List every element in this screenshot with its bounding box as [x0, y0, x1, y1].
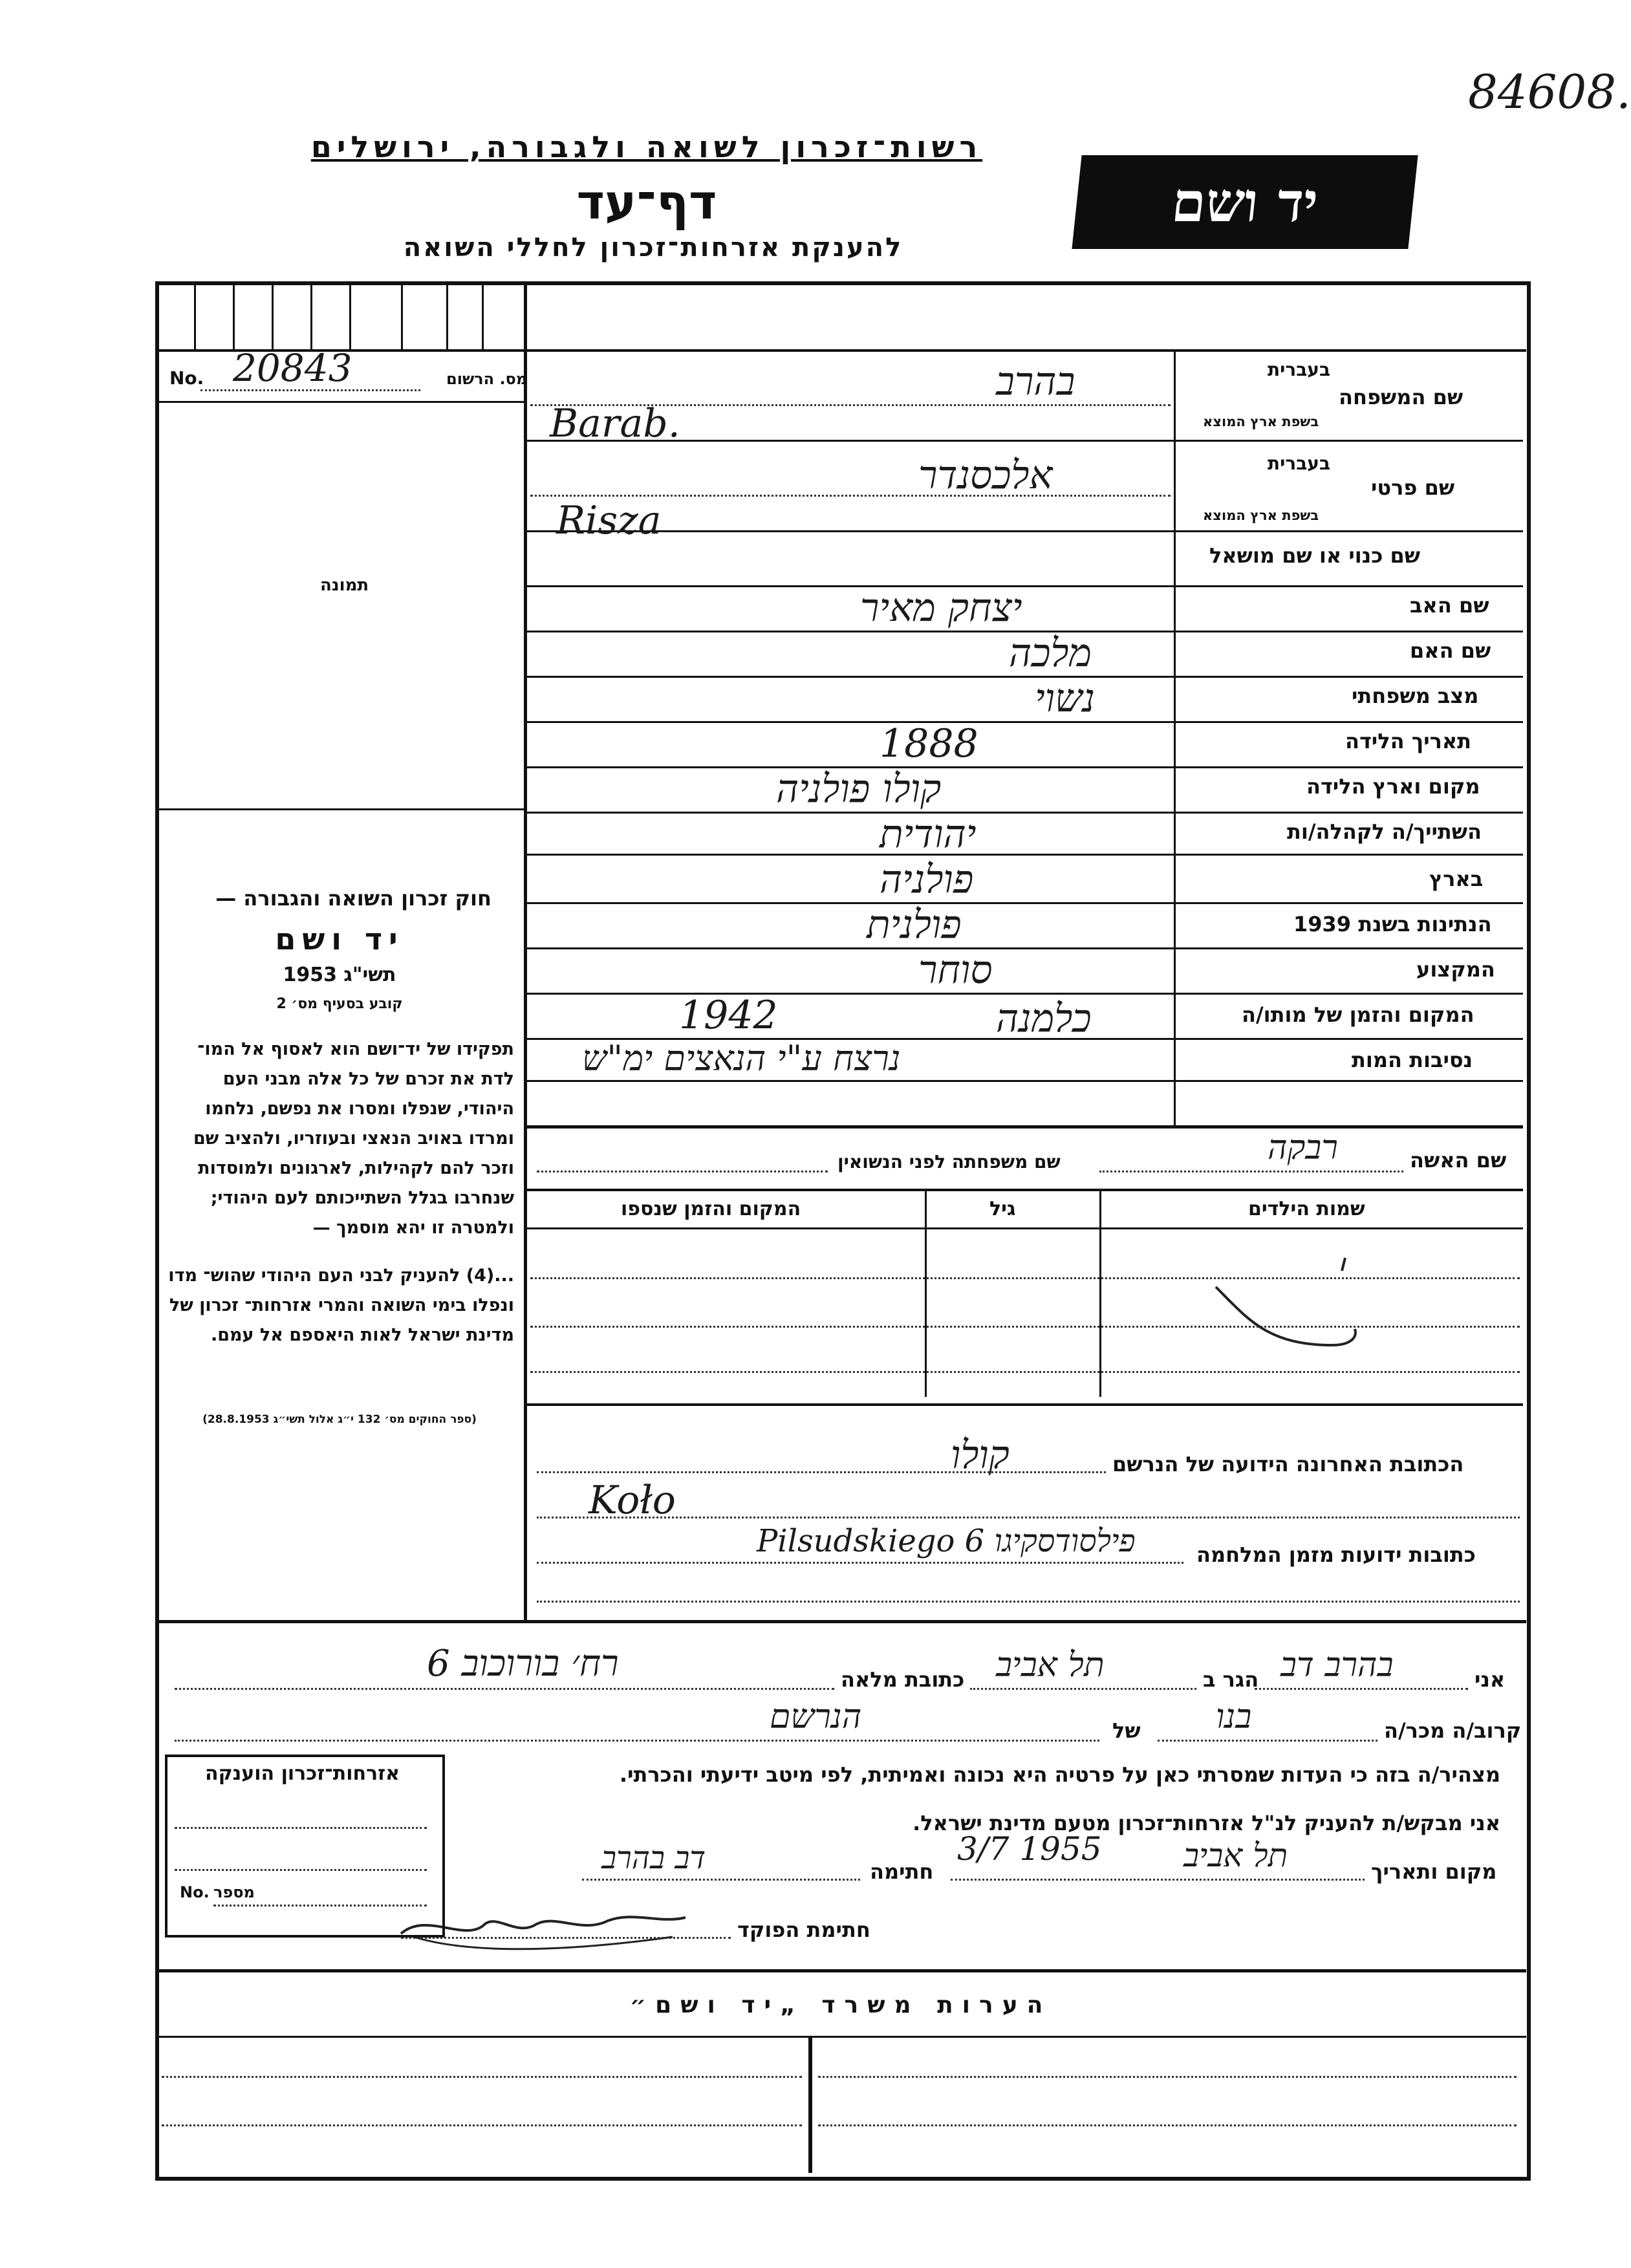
father-label: שם האב	[1410, 593, 1489, 618]
form-subtitle: להענקת אזרחות־זכרון לחללי השואה	[403, 233, 903, 263]
photo-label: תמונה	[320, 576, 369, 595]
children-cross-out	[1209, 1248, 1365, 1365]
law-year: תשי"ג 1953	[283, 964, 396, 986]
form-title: דף־עד	[576, 175, 717, 230]
first-name-hebrew-label: בעברית	[1268, 453, 1331, 474]
law-title: חוק זכרון השואה והגבורה —	[215, 886, 491, 911]
law-name: יד ושם	[275, 922, 404, 956]
office-notes-title: הערות משרד „יד ושם״	[629, 1992, 1052, 2018]
law-paragraph-2: ...(4) להעניק לבני העם היהודי שהוש־ מדו ונפלו בימי השואה והמרי אזרחות־ זכרון של מדינת ישראל לאות היאספם אל עמם.	[168, 1266, 514, 1345]
wife-label: שם האשה	[1410, 1148, 1507, 1172]
death-place-value: כלמנה	[996, 996, 1092, 1041]
mother-label: שם האם	[1410, 638, 1491, 663]
citizenship-box-number-label: מספר	[213, 1883, 255, 1901]
law-citation: (ספר החוקים מס׳ 132 י״ג אלול תשי״ג 28.8.1953)	[202, 1413, 477, 1426]
signature-value: דב בהרב	[601, 1840, 706, 1876]
of-label: של	[1112, 1718, 1141, 1743]
children-names-header: שמות הילדים	[1248, 1198, 1365, 1220]
yad-vashem-logo	[1072, 155, 1418, 249]
signature-label: חתימה	[870, 1859, 934, 1884]
last-address-label: הכתובת האחרונה הידועה של הנרשם	[1112, 1452, 1464, 1476]
last-address-latin: Koło	[589, 1478, 676, 1523]
first-name-origin-label: בשפת ארץ המוצא	[1203, 508, 1319, 523]
declaration-statement-1: מצהיר/ה בזה כי העדות שמסרתי כאן על פרטיה היא נכונה ואמיתית, לפי מיטב ידיעתי והכרתי.	[619, 1762, 1500, 1787]
community-label: השתייך/ה לקהלה/ות	[1287, 819, 1482, 844]
declarant-city-value: תל אביב	[996, 1646, 1105, 1685]
community-value: יהודית	[880, 812, 977, 857]
war-address-value: Pilsudskiego 6 פילסודסקיגו	[757, 1523, 1136, 1559]
declarant-address-label: כתובת מלאה	[841, 1667, 965, 1692]
death-label: המקום והזמן של מותו/ה	[1242, 1002, 1474, 1027]
registration-label: מס. הרשום	[446, 370, 528, 388]
family-name-label: שם המשפחה	[1339, 385, 1464, 409]
registration-no-label: No.	[169, 367, 204, 389]
relation-label: קרוב/ה מכר/ה	[1384, 1718, 1522, 1743]
relation-value: בנו	[1216, 1698, 1252, 1736]
declarant-i-label: אני	[1474, 1667, 1506, 1692]
citizenship-label: הנתינות בשנת 1939	[1293, 912, 1492, 936]
registration-number: 20843	[233, 346, 352, 390]
father-value: יצחק מאיר	[860, 585, 1022, 631]
of-value: הנרשם	[770, 1698, 862, 1736]
citizenship-value: פולנית	[867, 902, 962, 947]
nickname-label: שם כנוי או שם מושאל	[1209, 543, 1421, 568]
maiden-name-label: שם משפחתה לפני הנשואין	[837, 1151, 1061, 1172]
first-name-hebrew-value: אלכסנדר	[918, 453, 1053, 498]
declarant-name-value: בהרב דב	[1280, 1646, 1394, 1685]
first-name-origin-value: Risza	[556, 498, 662, 543]
citizenship-box-no-label: No.	[180, 1883, 210, 1901]
country-label: בארץ	[1429, 867, 1484, 891]
date-value: 3/7 1955	[957, 1830, 1102, 1868]
authority-title: רשות־זכרון לשואה ולגבורה, ירושלים	[310, 129, 983, 164]
citizenship-box-title: אזרחות־זכרון הוענקה	[204, 1762, 400, 1785]
children-age-header: גיל	[989, 1198, 1016, 1220]
declarant-lives-label: הגר ב	[1203, 1667, 1259, 1692]
profession-value: סוחר	[918, 947, 993, 993]
last-address-hebrew: קולו	[951, 1432, 1010, 1478]
circumstances-label: נסיבות המות	[1352, 1048, 1473, 1072]
marital-value: נשוי	[1035, 676, 1096, 721]
birth-place-value: קולו פולניה	[776, 766, 942, 812]
logo-text: יד ושם	[1169, 169, 1321, 234]
declarant-address-value: רח׳ בורוכוב 6	[427, 1643, 619, 1685]
marital-label: מצב משפחתי	[1352, 684, 1479, 708]
first-name-label: שם פרטי	[1371, 475, 1455, 500]
birth-date-label: תאריך הלידה	[1345, 729, 1472, 753]
family-name-origin-value: Barab.	[550, 401, 680, 446]
children-death-header: המקום והזמן שנספו	[621, 1198, 801, 1220]
archive-number: 84608.	[1468, 65, 1631, 119]
circumstances-value: נרצח ע"י הנאצים ימ"ש	[582, 1038, 901, 1079]
country-value: פולניה	[880, 857, 974, 902]
war-address-label: כתובות ידועות מזמן המלחמה	[1196, 1542, 1476, 1567]
death-year-value: 1942	[679, 993, 778, 1038]
profession-label: המקצוע	[1416, 957, 1495, 982]
law-paragraph-1: תפקידו של יד־ושם הוא לאסוף אל המו־ לדת את זכרם של כל אלה מבני העם היהודי, שנפלו ומסרו את נפשם, נלחמו ומרדו באויב הנאצי ובעוזריו, ולהציב שם וזכר להם לקהילות, לארגונים ולמוסדות שנחרבו בגלל השתייכותם לעם היהודי; ולמטרה זו יהא מוסמך —	[193, 1039, 514, 1238]
place-value: תל אביב	[1183, 1837, 1288, 1874]
officer-signature-label: חתימת הפוקד	[737, 1917, 870, 1942]
place-date-label: מקום ותאריך	[1371, 1859, 1497, 1884]
wife-value: רבקה	[1268, 1129, 1338, 1167]
family-name-hebrew-value: בהרב	[996, 359, 1075, 404]
birth-place-label: מקום וארץ הלידה	[1306, 774, 1480, 799]
family-name-origin-label: בשפת ארץ המוצא	[1203, 414, 1319, 429]
law-section: קובע בסעיף מס׳ 2	[276, 996, 403, 1012]
declaration-statement-2: אני מבקש/ת להעניק לנ"ל אזרחות־זכרון מטעם מדינת ישראל.	[913, 1811, 1500, 1835]
mother-value: מלכה	[1009, 631, 1092, 676]
family-name-hebrew-label: בעברית	[1268, 359, 1331, 380]
birth-date-value: 1888	[880, 721, 978, 766]
